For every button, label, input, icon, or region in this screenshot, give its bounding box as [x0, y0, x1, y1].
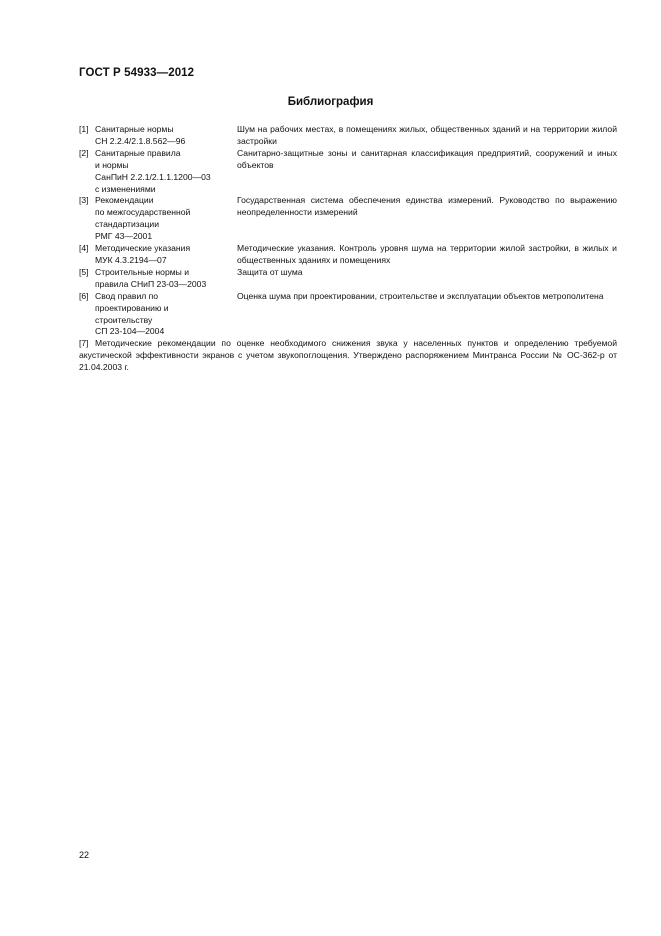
entry-description: Оценка шума при проектировании, строительстве и эксплуатации объектов метрополитена	[237, 290, 604, 301]
entry-number: [7]	[79, 338, 89, 349]
entry-number: [5]	[79, 266, 89, 277]
document-header: ГОСТ Р 54933—2012	[79, 67, 195, 79]
entry-description: Санитарно-защитные зоны и санитарная классификация предприятий, сооружений и иных объектов	[237, 147, 617, 170]
bibliography-entry	[79, 338, 617, 374]
bibliography-list	[79, 124, 617, 374]
bibliography-entry	[79, 291, 617, 339]
entry-source: Рекомендации по межгосударственной стандартизации РМГ 43—2001	[95, 195, 191, 242]
entry-text: Методические рекомендации по оценке необходимого снижения звука у населенных пунктов и определению требуемой акустической эффективности экранов с учетом звукопоглощения. Утверждено распоряжением Минтранса России № ОС-362-р от 21.04.2003 г.	[79, 338, 617, 373]
entry-number: [1]	[79, 124, 89, 134]
entry-description: Государственная система обеспечения единства измерений. Руководство по выражению неопределенности измерений	[237, 195, 617, 218]
bibliography-entry	[79, 195, 617, 243]
entry-description: Защита от шума	[237, 266, 303, 277]
entry-source: Методические указания МУК 4.3.2194—07	[95, 243, 191, 265]
entry-source: Санитарные правила и нормы СанПиН 2.2.1/2.1.1.1200—03 с изменениями	[95, 147, 211, 194]
entry-source: Санитарные нормы СН 2.2.4/2.1.8.562—96	[95, 124, 186, 146]
bibliography-entry	[79, 148, 617, 196]
bibliography-entry	[79, 124, 617, 148]
entry-number: [2]	[79, 147, 89, 158]
bibliography-entry	[79, 243, 617, 267]
entry-number: [3]	[79, 195, 89, 206]
bibliography-title: Библиография	[287, 96, 374, 108]
bibliography-entry	[79, 267, 617, 291]
entry-source: Свод правил по проектированию и строительству СП 23-104—2004	[95, 290, 169, 337]
entry-full-text	[79, 338, 617, 374]
entry-source: Строительные нормы и правила СНиП 23-03—2003	[95, 266, 207, 289]
entry-number: [4]	[79, 243, 89, 254]
page-number: 22	[79, 850, 90, 860]
entry-number: [6]	[79, 290, 89, 301]
entry-description: Шум на рабочих местах, в помещениях жилых, общественных зданий и на территории жилой застройки	[237, 124, 617, 146]
entry-description: Методические указания. Контроль уровня шума на территории жилой застройки, в жилых и общественных зданиях и помещениях	[237, 243, 617, 265]
